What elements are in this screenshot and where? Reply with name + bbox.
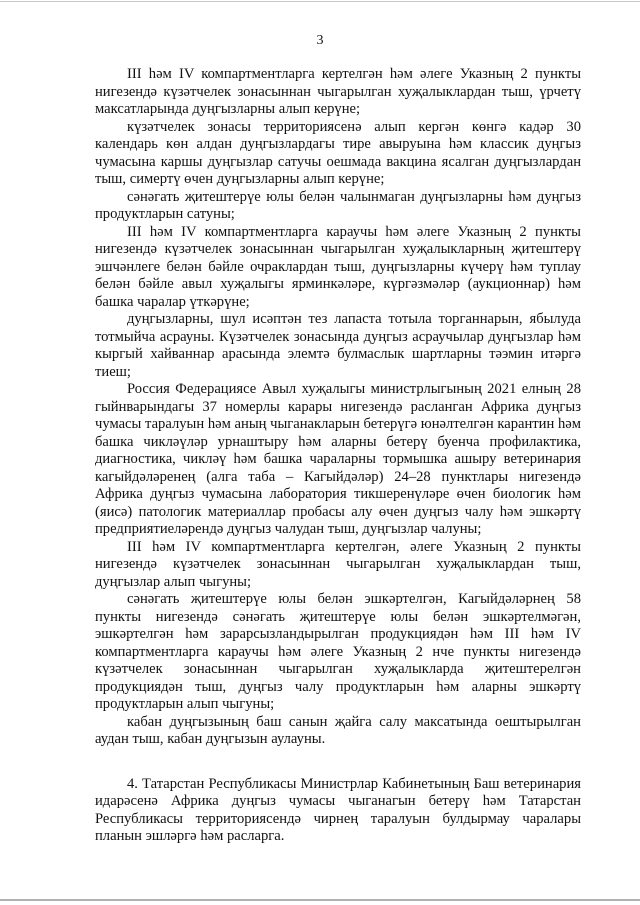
scan-edge-top bbox=[0, 1, 640, 2]
paragraph: Россия Федерациясе Авыл хуҗалыгы министрлыгының 2021 елның 28 гыйнварындагы 37 номерлы карары нигезендә расланган Африка дуңгыз чумасы таралуын һәм аның чыганакларын бетерүгә юнәлтелгән карантин һәм башка чикләүләр урнаштыру һәм аларны бетерү буенча профилактика, диагностика, чикләү һәм башка чараларны тормышка ашыру ветеринария кагыйдәләренең (алга таба – Кагыйдәләр) 24–28 пунктлары нигезендә Африка дуңгыз чумасына лаборатория тикшеренүләре өчен биологик һәм (яисә) патологик материаллар пробасы алу өчен дуңгыз чалу һәм эшкәртү предприятиеләрендә дуңгыз чалудан тыш, дуңгызлар чалуны; bbox=[95, 381, 581, 537]
paragraph-item-4: 4. Татарстан Республикасы Министрлар Кабинетының Баш ветеринария идарәсенә Африка дуңгыз чумасы чыганагын бетерү һәм Татарстан Республикасы территориясендә чирнең таралуын булдырмау чаралары планын эшләргә һәм расларга. bbox=[95, 775, 581, 844]
paragraph: күзәтчелек зонасы территориясенә алып кергән көнгә кадәр 30 календарь көн алдан дуңгызлардагы тире авыруына һәм классик дуңгыз чумасына каршы дуңгызлар сатучы оешмада вакцина ясалган дуңгызлардан тыш, симертү өчен дуңгызларны алып керүне; bbox=[95, 118, 581, 187]
paragraph: III һәм IV компартментларга караучы һәм әлеге Указның 2 пункты нигезендә күзәтчелек зонасыннан чыгарылган хуҗалыкларның җитештерү эшчәнлеге белән бәйле очраклардан тыш, дуңгызларны күчерү һәм туплау белән бәйле авыл хуҗалыгы ярминкәләре, күргәзмәләр (аукционнар) һәм башка чаралар үткәрүне; bbox=[95, 223, 581, 310]
paragraph: дуңгызларны, шул исәптән тез лапаста тотыла торганнарын, ябылуда тотмыйча асрауны. Күзәтчелек зонасында дуңгыз асраучылар дуңгызлар һәм кыргый хайваннар арасында элемтә булмаслык шартларны тәэмин итәргә тиеш; bbox=[95, 311, 581, 380]
page-number: 3 bbox=[316, 33, 324, 48]
scan-edge-bottom bbox=[0, 899, 640, 901]
paragraph: сәнәгать җитештерүе юлы белән чалынмаган дуңгызларны һәм дуңгыз продуктларын сатуны; bbox=[95, 188, 581, 222]
paragraph: сәнәгать җитештерүе юлы белән эшкәртелгән, Кагыйдәләрнең 58 пункты нигезендә сәнәгать җитештерүе юлы белән эшкәртелмәгән, эшкәртелгән һәм зарарсызландырылган продукциядән һәм III һәм IV компартментларга караучы һәм әлеге Указның 2 нче пункты нигезендә күзәтчелек зонасыннан чыгарылган хуҗалыкларда җитештерелгән продукциядән тыш, дуңгыз чалу продуктларын һәм аларны эшкәртү продуктларын алып чыгуны; bbox=[95, 591, 581, 712]
document-body bbox=[95, 66, 581, 846]
paragraph: кабан дуңгызының баш санын җайга салу максатында оештырылган аудан тыш, кабан дуңгызын аулауны. bbox=[95, 713, 581, 747]
paragraph: III һәм IV компартментларга кертелгән һәм әлеге Указның 2 пункты нигезендә күзәтчелек зонасыннан чыгарылган хуҗалыклардан тыш, үрчетү максатларында дуңгызларны алып керүне; bbox=[95, 66, 581, 117]
paragraph: III һәм IV компартментларга кертелгән, әлеге Указның 2 пункты нигезендә күзәтчелек зонасыннан чыгарылган хуҗалыклардан тыш, дуңгызлар алып чыгуны; bbox=[95, 538, 581, 590]
